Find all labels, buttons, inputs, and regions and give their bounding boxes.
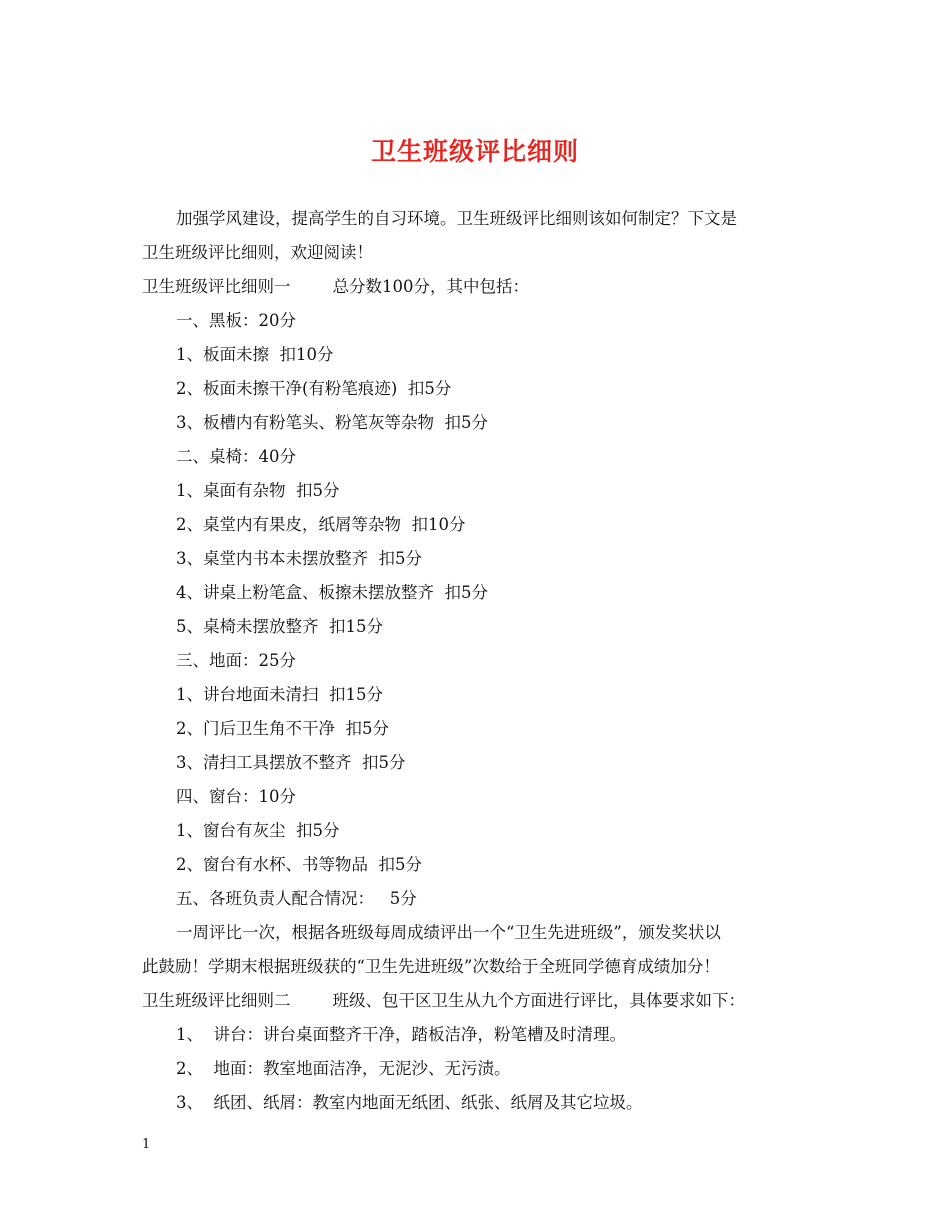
list-item: 1、桌面有杂物 扣5分 <box>176 481 340 500</box>
list-item: 一、黑板：20分 <box>176 311 296 330</box>
section-one-total: 总分数100分，其中包括： <box>332 277 529 296</box>
list-item: 四、窗台：10分 <box>176 787 296 806</box>
list-item: 三、地面：25分 <box>176 651 296 670</box>
list-item: 2、 地面：教室地面洁净，无泥沙、无污渍。 <box>176 1059 511 1078</box>
page-number: 1 <box>142 1137 151 1152</box>
list-item: 2、窗台有水杯、书等物品 扣5分 <box>176 855 422 874</box>
list-item: 五、各班负责人配合情况： 5分 <box>176 889 417 908</box>
list-item: 二、桌椅：40分 <box>176 447 296 466</box>
list-item: 3、板槽内有粉笔头、粉笔灰等杂物 扣5分 <box>176 413 488 432</box>
section-one-heading <box>142 276 529 298</box>
document-title: 卫生班级评比细则 <box>370 137 579 166</box>
list-item: 1、讲台地面未清扫 扣15分 <box>176 685 383 704</box>
list-item: 3、桌堂内书本未摆放整齐 扣5分 <box>176 549 422 568</box>
list-item: 1、板面未擦 扣10分 <box>176 345 334 364</box>
section-two-label: 卫生班级评比细则二 <box>142 991 291 1010</box>
intro-line-1: 加强学风建设，提高学生的自习环境。卫生班级评比细则该如何制定？下文是 <box>176 209 737 228</box>
list-item: 1、 讲台：讲台桌面整齐干净，踏板洁净，粉笔槽及时清理。 <box>176 1025 626 1044</box>
list-item: 4、讲桌上粉笔盒、板擦未摆放整齐 扣5分 <box>176 583 488 602</box>
list-item: 3、清扫工具摆放不整齐 扣5分 <box>176 753 406 772</box>
section-two-intro: 班级、包干区卫生从九个方面进行评比，具体要求如下： <box>332 991 745 1010</box>
list-item: 5、桌椅未摆放整齐 扣15分 <box>176 617 383 636</box>
list-item: 1、窗台有灰尘 扣5分 <box>176 821 340 840</box>
section-one-label: 卫生班级评比细则一 <box>142 277 291 296</box>
summary-line-2: 此鼓励！学期末根据班级获的“卫生先进班级”次数给于全班同学德育成绩加分！ <box>142 957 720 976</box>
list-item: 2、门后卫生角不干净 扣5分 <box>176 719 389 738</box>
summary-line-1: 一周评比一次，根据各班级每周成绩评出一个“卫生先进班级”，颁发奖状以 <box>176 923 721 942</box>
list-item: 3、 纸团、纸屑：教室内地面无纸团、纸张、纸屑及其它垃圾。 <box>176 1093 643 1112</box>
intro-line-2: 卫生班级评比细则，欢迎阅读！ <box>142 243 373 262</box>
section-two-heading <box>142 990 745 1012</box>
list-item: 2、桌堂内有果皮，纸屑等杂物 扣10分 <box>176 515 466 534</box>
list-item: 2、板面未擦干净(有粉笔痕迹) 扣5分 <box>176 379 452 398</box>
